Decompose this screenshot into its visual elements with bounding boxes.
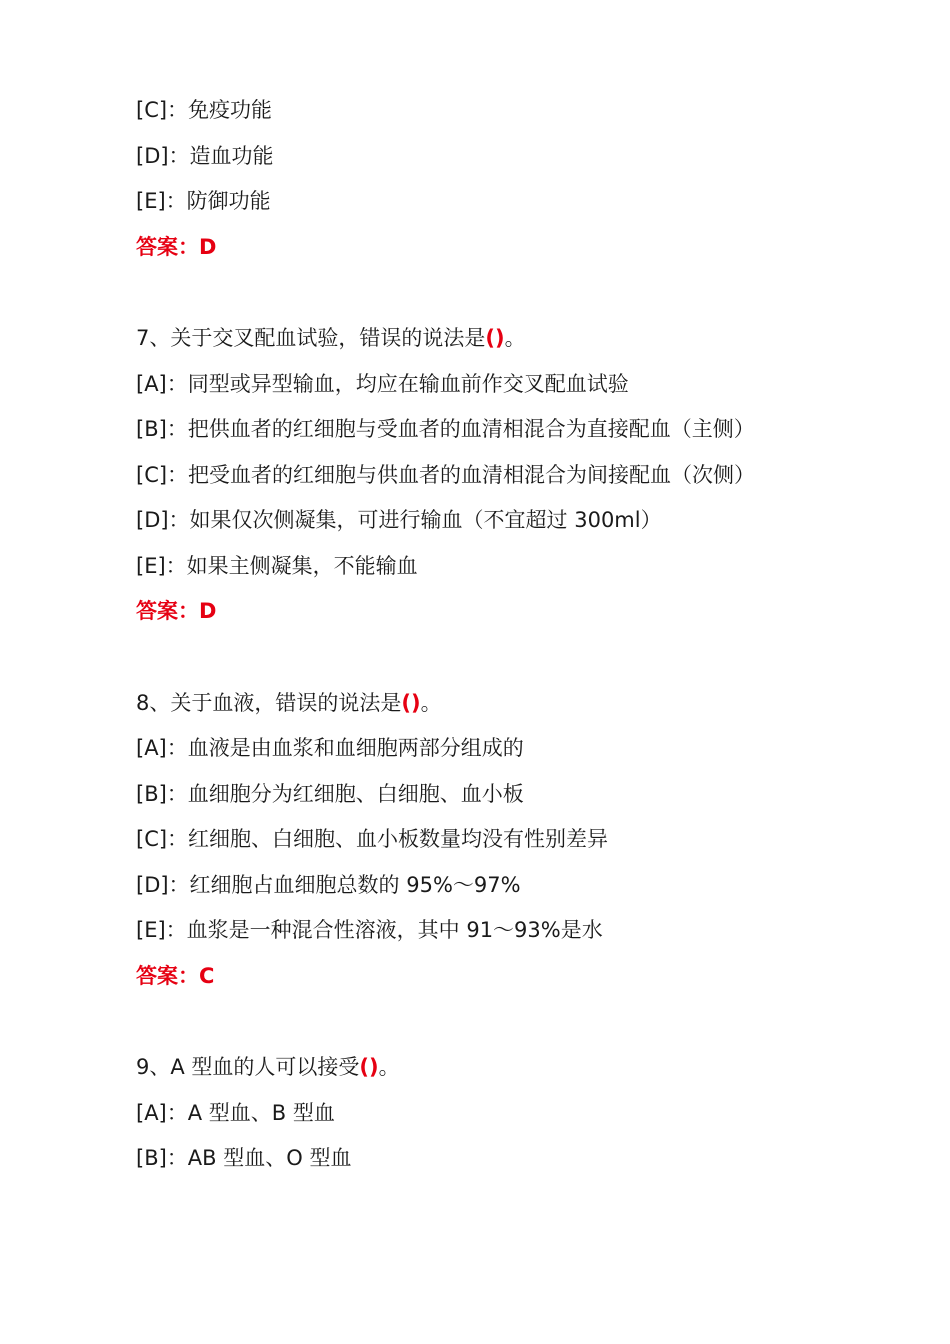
option-d: [D]：如果仅次侧凝集，可进行输血（不宜超过 300ml） [136,508,662,532]
option-e: [E]：如果主侧凝集，不能输血 [136,553,418,578]
option-a: [A]：同型或异型输血，均应在输血前作交叉配血试验 [136,371,629,396]
question-9 [136,1049,916,1186]
blank-paren: () [359,1055,379,1079]
question-stem [136,320,916,366]
question-end: 。 [378,1055,400,1079]
blank-paren: () [485,326,505,350]
option-c: [C]：免疫功能 [136,98,273,122]
option-e: [E]：血浆是一种混合性溶液，其中 91～93%是水 [136,918,603,942]
question-7 [136,320,916,639]
option-b: [B]：血细胞分为红细胞、白细胞、血小板 [136,781,524,806]
question-text: 7、关于交叉配血试验，错误的说法是 [136,326,486,350]
question-end: 。 [504,326,526,350]
option-e: [E]：防御功能 [136,189,271,213]
question-stem [136,1049,916,1095]
question-text: 8、关于血液，错误的说法是 [136,690,402,715]
answer-label: 答案：C [136,963,215,988]
option-b: [B]：AB 型血、O 型血 [136,1146,352,1170]
option-c: [C]：红细胞、白细胞、血小板数量均没有性别差异 [136,827,609,851]
question-8 [136,685,916,1004]
question-6-tail [136,92,916,274]
answer-label: 答案：D [136,234,217,259]
option-c: [C]：把受血者的红细胞与供血者的血清相混合为间接配血（次侧） [136,462,756,487]
option-d: [D]：造血功能 [136,143,274,168]
question-stem [136,685,916,731]
blank-paren: () [401,690,421,715]
option-a: [A]：血液是由血浆和血细胞两部分组成的 [136,736,524,760]
question-end: 。 [420,690,442,715]
answer-label: 答案：D [136,599,217,623]
option-a: [A]：A 型血、B 型血 [136,1100,335,1125]
option-b: [B]：把供血者的红细胞与受血者的血清相混合为直接配血（主侧） [136,417,755,441]
document-page [136,92,916,1186]
question-text: 9、A 型血的人可以接受 [136,1055,360,1079]
option-d: [D]：红细胞占血细胞总数的 95%～97% [136,872,521,897]
